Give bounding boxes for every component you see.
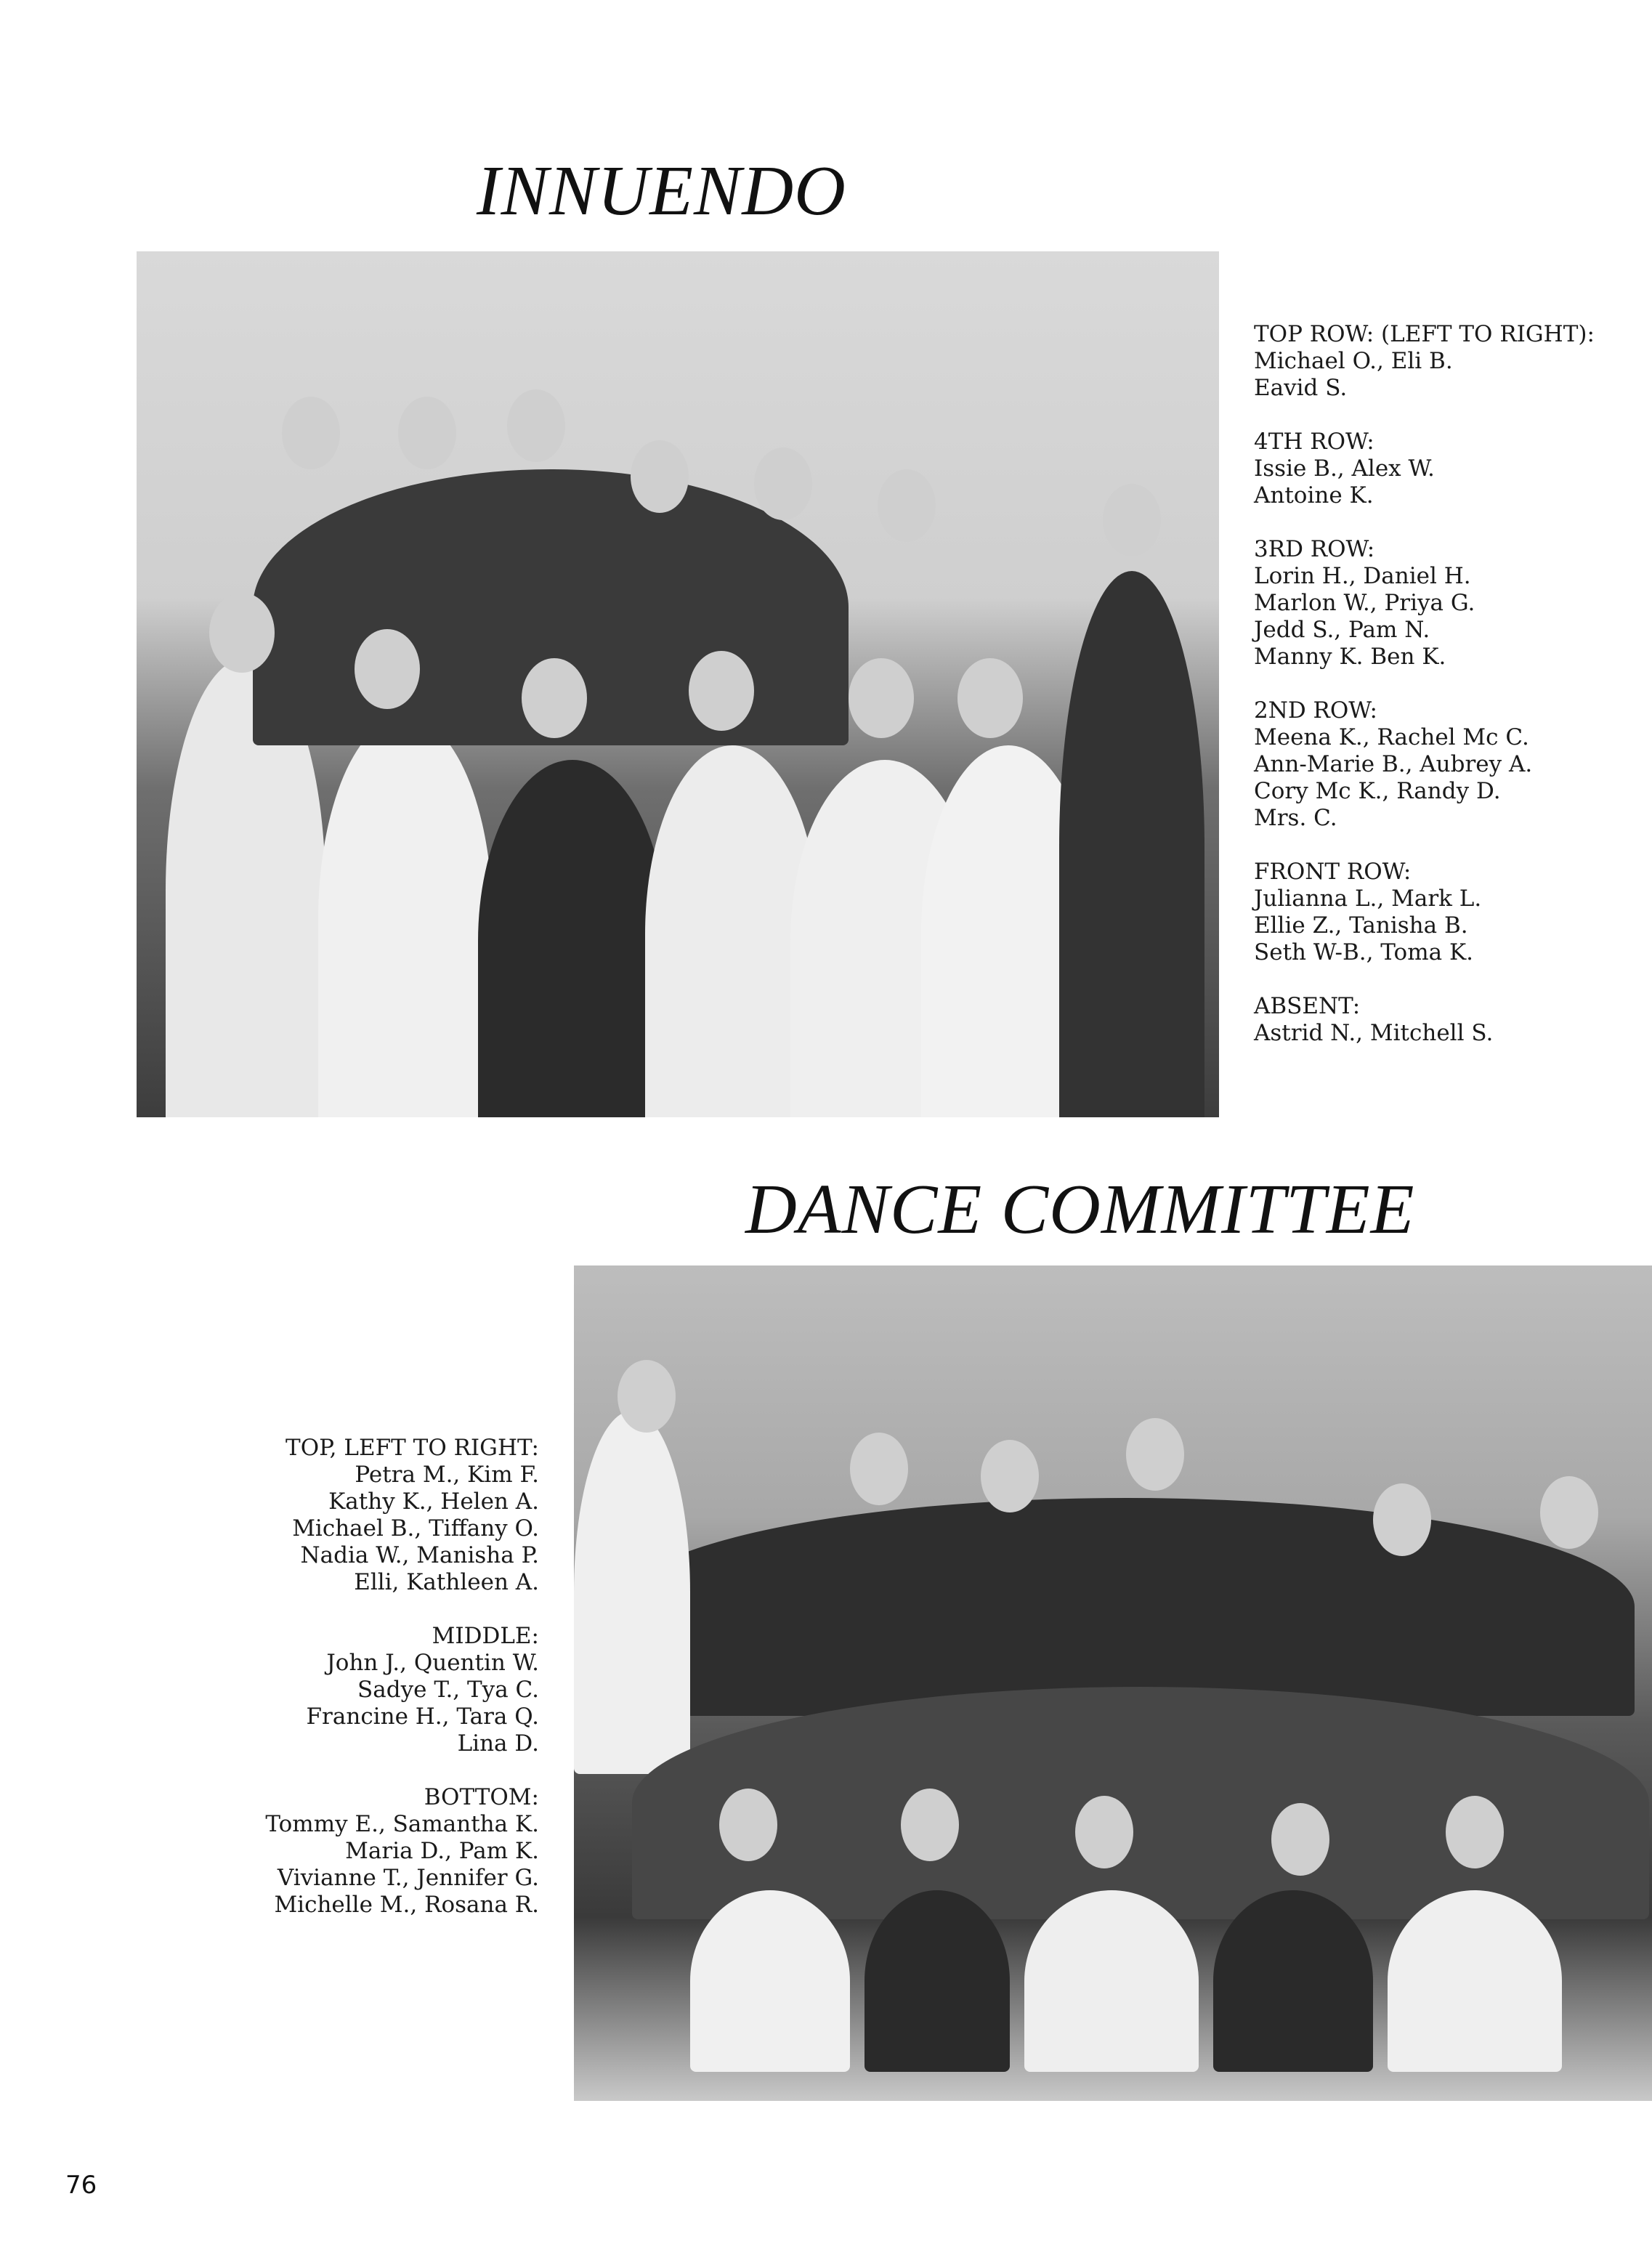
caption-group <box>1254 993 1595 1047</box>
person-figure <box>574 1411 690 1774</box>
person-figure <box>1059 571 1204 1117</box>
face <box>957 658 1023 738</box>
face <box>522 658 587 738</box>
caption-group <box>1254 859 1595 966</box>
caption-group <box>1254 697 1595 832</box>
person-figure <box>690 1890 850 2072</box>
face <box>689 651 754 731</box>
page-number: 76 <box>65 2171 97 2200</box>
face <box>1271 1803 1329 1876</box>
face <box>355 629 420 709</box>
face <box>631 440 689 513</box>
caption-heading: MIDDLE: <box>432 1623 539 1649</box>
caption-names: Petra M., Kim F. <box>355 1462 539 1488</box>
caption-names: Seth W-B., Toma K. <box>1254 939 1473 965</box>
face <box>1075 1796 1133 1868</box>
caption-heading: 4TH ROW: <box>1254 429 1374 455</box>
caption-names: Nadia W., Manisha P. <box>300 1542 539 1568</box>
caption-names: Ellie Z., Tanisha B. <box>1254 912 1468 939</box>
caption-names: Manny K. Ben K. <box>1254 644 1446 670</box>
caption-names: Lorin H., Daniel H. <box>1254 563 1471 589</box>
caption-heading: FRONT ROW: <box>1254 859 1412 885</box>
caption-names: Francine H., Tara Q. <box>306 1704 539 1730</box>
caption-heading: 3RD ROW: <box>1254 536 1375 562</box>
people-group <box>632 1687 1649 1919</box>
caption-names: Issie B., Alex W. <box>1254 455 1435 482</box>
face <box>618 1360 676 1433</box>
caption-names: Lina D. <box>457 1730 539 1757</box>
caption-names: Michael O., Eli B. <box>1254 348 1453 374</box>
caption-group <box>1254 321 1595 402</box>
face <box>209 593 275 673</box>
caption-heading: 2ND ROW: <box>1254 697 1377 724</box>
caption-names: Vivianne T., Jennifer G. <box>277 1865 539 1891</box>
caption-names: Kathy K., Helen A. <box>328 1489 539 1515</box>
face <box>1373 1483 1431 1556</box>
caption-names: Meena K., Rachel Mc C. <box>1254 724 1529 750</box>
face <box>719 1789 777 1861</box>
face <box>754 447 812 520</box>
face <box>507 389 565 462</box>
caption-group <box>1254 536 1595 671</box>
dance-committee-title: DANCE COMMITTEE <box>745 1170 1415 1249</box>
innuendo-caption <box>1254 321 1595 1047</box>
caption-names: Mrs. C. <box>1254 805 1337 831</box>
dance-committee-caption <box>218 1435 539 1919</box>
person-figure <box>865 1890 1010 2072</box>
caption-heading: BOTTOM: <box>424 1784 539 1810</box>
caption-heading: ABSENT: <box>1254 993 1361 1019</box>
caption-names: Cory Mc K., Randy D. <box>1254 778 1501 804</box>
caption-group <box>218 1435 539 1596</box>
caption-names: Antoine K. <box>1254 482 1374 509</box>
caption-names: Elli, Kathleen A. <box>354 1569 539 1595</box>
caption-names: Michael B., Tiffany O. <box>292 1515 539 1542</box>
caption-group <box>1254 429 1595 509</box>
face <box>850 1433 908 1505</box>
caption-names: John J., Quentin W. <box>326 1650 539 1676</box>
face <box>1446 1796 1504 1868</box>
person-figure <box>318 716 493 1117</box>
caption-group <box>218 1784 539 1919</box>
caption-names: Eavid S. <box>1254 375 1348 401</box>
caption-names: Sadye T., Tya C. <box>357 1677 539 1703</box>
person-figure <box>1213 1890 1373 2072</box>
caption-names: Jedd S., Pam N. <box>1254 617 1430 643</box>
caption-heading: TOP, LEFT TO RIGHT: <box>286 1435 539 1461</box>
face <box>398 397 456 469</box>
person-figure <box>478 760 667 1117</box>
face <box>1103 484 1161 556</box>
face <box>878 469 936 542</box>
innuendo-group-photo <box>137 251 1219 1117</box>
caption-names: Julianna L., Mark L. <box>1254 886 1482 912</box>
caption-names: Marlon W., Priya G. <box>1254 590 1475 616</box>
caption-names: Ann-Marie B., Aubrey A. <box>1254 751 1533 777</box>
caption-group <box>218 1623 539 1757</box>
caption-names: Astrid N., Mitchell S. <box>1254 1020 1494 1046</box>
face <box>282 397 340 469</box>
caption-names: Maria D., Pam K. <box>345 1838 539 1864</box>
face <box>1540 1476 1598 1549</box>
people-group <box>618 1498 1635 1716</box>
dance-committee-group-photo <box>574 1265 1652 2101</box>
caption-names: Michelle M., Rosana R. <box>274 1892 539 1918</box>
face <box>981 1440 1039 1512</box>
caption-names: Tommy E., Samantha K. <box>265 1811 539 1837</box>
face <box>849 658 914 738</box>
person-figure <box>1024 1890 1199 2072</box>
caption-heading: TOP ROW: (LEFT TO RIGHT): <box>1254 321 1595 347</box>
face <box>1126 1418 1184 1491</box>
person-figure <box>1388 1890 1562 2072</box>
face <box>901 1789 959 1861</box>
innuendo-title: INNUENDO <box>477 152 846 230</box>
